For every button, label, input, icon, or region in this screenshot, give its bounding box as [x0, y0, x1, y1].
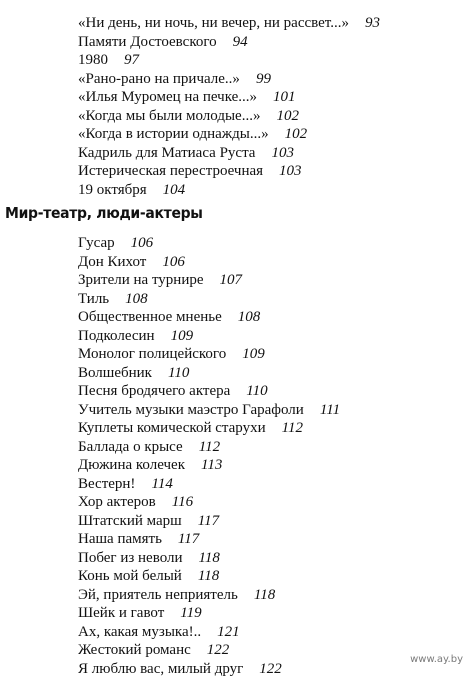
toc-entry-title: «Ни день, ни ночь, ни вечер, ни рассвет...»: [78, 15, 349, 31]
toc-entry-page: 109: [242, 346, 265, 362]
toc-entry-title: Наша память: [78, 531, 162, 547]
toc-entry: [0, 234, 469, 253]
toc-entry-title: Волшебник: [78, 365, 152, 381]
toc-entry-page: 102: [285, 126, 308, 142]
toc-entry-title: 1980: [78, 52, 108, 68]
toc-entry-title: Учитель музыки маэстро Гарафоли: [78, 402, 304, 418]
toc-entry-page: 112: [282, 420, 303, 436]
toc-entry-page: 103: [279, 163, 302, 179]
watermark: www.ay.by: [410, 654, 463, 665]
toc-entry: [0, 456, 469, 475]
toc-entry-page: 103: [271, 145, 294, 161]
toc-entry: [0, 290, 469, 309]
toc-entry: [0, 660, 469, 678]
toc-entry-page: 94: [233, 34, 248, 50]
toc-entry-page: 118: [254, 587, 275, 603]
toc-entry: [0, 512, 469, 531]
toc-entry-page: 122: [259, 661, 282, 677]
toc-entry: [0, 253, 469, 272]
toc-entry-page: 97: [124, 52, 139, 68]
toc-entry-page: 99: [256, 71, 271, 87]
toc-entry-page: 108: [125, 291, 148, 307]
toc-entry: [0, 438, 469, 457]
toc-entry: [0, 530, 469, 549]
toc-entry-page: 110: [246, 383, 267, 399]
toc-entry: [0, 567, 469, 586]
toc-entry-title: Штатский марш: [78, 513, 182, 529]
toc-entry-page: 113: [201, 457, 222, 473]
toc-entry-page: 112: [199, 439, 220, 455]
toc-section-group: [0, 234, 469, 678]
toc-entry-page: 122: [207, 642, 230, 658]
toc-entry: [0, 549, 469, 568]
toc-entry: [0, 623, 469, 642]
toc-entry-title: Баллада о крысе: [78, 439, 183, 455]
toc-entry: [0, 345, 469, 364]
toc-entry-page: 119: [180, 605, 201, 621]
toc-entry-page: 93: [365, 15, 380, 31]
toc-entry-title: Вестерн!: [78, 476, 135, 492]
toc-entry-page: 106: [162, 254, 185, 270]
toc-entry-page: 109: [171, 328, 194, 344]
toc-entry-title: Гусар: [78, 235, 115, 251]
toc-entry-title: Побег из неволи: [78, 550, 183, 566]
toc-entry-title: Конь мой белый: [78, 568, 182, 584]
toc-entry: [0, 33, 469, 52]
toc-entry-title: Кадриль для Матиаса Руста: [78, 145, 255, 161]
toc-entry-title: Я люблю вас, милый друг: [78, 661, 243, 677]
toc-entry-title: Жестокий романс: [78, 642, 191, 658]
toc-entry-page: 121: [217, 624, 240, 640]
toc-entry: [0, 271, 469, 290]
toc-entry: [0, 364, 469, 383]
toc-list: [0, 14, 469, 678]
toc-entry: [0, 14, 469, 33]
toc-entry-title: Шейк и гавот: [78, 605, 164, 621]
toc-entry: [0, 308, 469, 327]
toc-entry-page: 117: [178, 531, 199, 547]
toc-entry-title: «Когда мы были молодые...»: [78, 108, 260, 124]
toc-entry: [0, 181, 469, 200]
toc-entry: [0, 327, 469, 346]
toc-entry-title: Песня бродячего актера: [78, 383, 230, 399]
toc-entry-title: Эй, приятель неприятель: [78, 587, 238, 603]
toc-entry-title: Памяти Достоевского: [78, 34, 217, 50]
toc-entry: [0, 586, 469, 605]
toc-entry-title: «Когда в истории однажды...»: [78, 126, 269, 142]
toc-entry-page: 118: [199, 550, 220, 566]
toc-entry: [0, 51, 469, 70]
toc-entry-title: Дон Кихот: [78, 254, 146, 270]
toc-entry: [0, 401, 469, 420]
toc-entry-title: Ах, какая музыка!..: [78, 624, 201, 640]
toc-entry: [0, 604, 469, 623]
toc-entry-title: «Рано-рано на причале..»: [78, 71, 240, 87]
toc-top-group: [0, 14, 469, 199]
toc-entry: [0, 107, 469, 126]
toc-entry: [0, 493, 469, 512]
toc-entry: [0, 125, 469, 144]
toc-entry: [0, 641, 469, 660]
toc-entry-page: 111: [320, 402, 340, 418]
toc-entry-page: 101: [273, 89, 296, 105]
toc-entry-title: Истерическая перестроечная: [78, 163, 263, 179]
toc-entry: [0, 162, 469, 181]
toc-entry-page: 118: [198, 568, 219, 584]
toc-entry-title: Куплеты комической старухи: [78, 420, 266, 436]
toc-entry: [0, 144, 469, 163]
toc-entry-title: «Илья Муромец на печке...»: [78, 89, 257, 105]
toc-entry: [0, 70, 469, 89]
toc-entry-title: Хор актеров: [78, 494, 156, 510]
toc-entry-title: Зрители на турнире: [78, 272, 204, 288]
toc-entry-page: 108: [238, 309, 261, 325]
toc-entry: [0, 88, 469, 107]
toc-entry: [0, 475, 469, 494]
toc-entry-page: 114: [151, 476, 172, 492]
toc-entry-title: Дюжина колечек: [78, 457, 185, 473]
toc-entry-page: 106: [131, 235, 154, 251]
toc-entry-title: Тиль: [78, 291, 109, 307]
toc-entry-page: 110: [168, 365, 189, 381]
toc-entry-title: Подколесин: [78, 328, 155, 344]
toc-entry-page: 104: [163, 182, 186, 198]
toc-entry-page: 107: [220, 272, 243, 288]
toc-entry-page: 117: [198, 513, 219, 529]
toc-entry: [0, 382, 469, 401]
toc-entry-title: 19 октября: [78, 182, 147, 198]
toc-entry-page: 102: [276, 108, 299, 124]
toc-entry-title: Монолог полицейского: [78, 346, 226, 362]
toc-entry-title: Общественное мненье: [78, 309, 222, 325]
section-heading: Мир-театр, люди-актеры: [0, 200, 469, 227]
toc-entry-page: 116: [172, 494, 193, 510]
toc-entry: [0, 419, 469, 438]
